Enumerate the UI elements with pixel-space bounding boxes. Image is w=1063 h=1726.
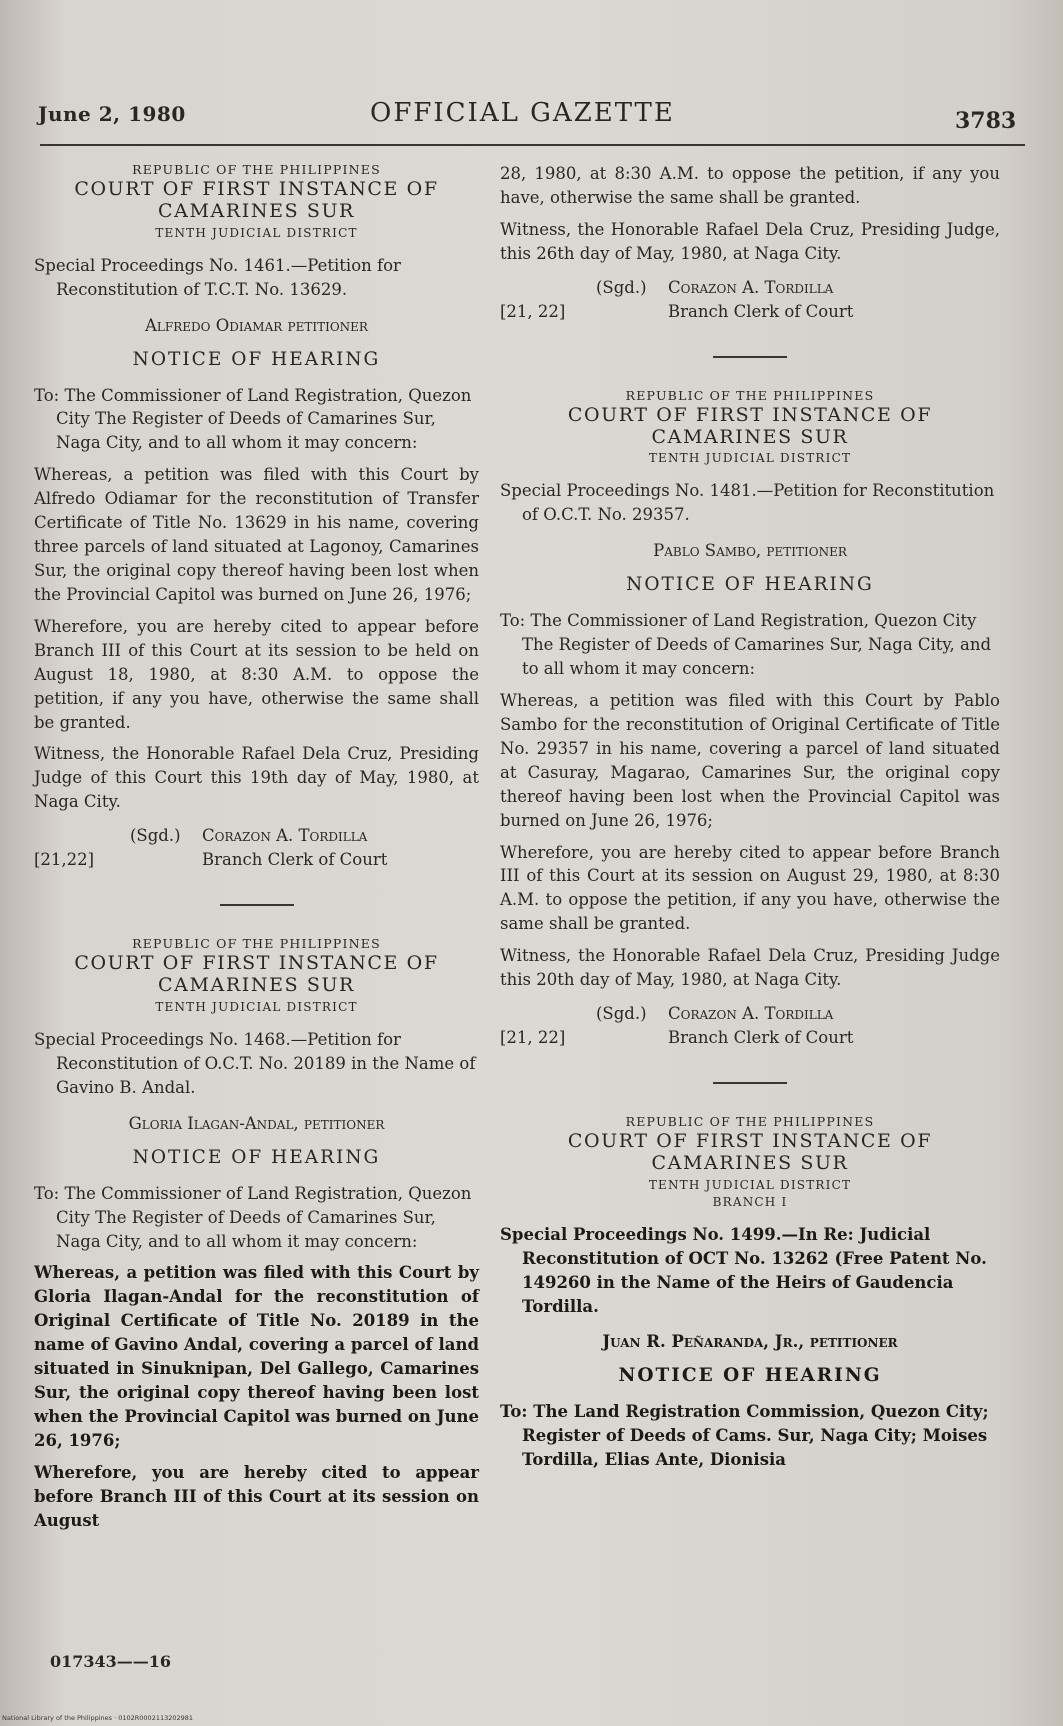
issue-date: June 2, 1980 xyxy=(38,102,186,126)
sgd-mark: (Sgd.) xyxy=(596,1004,647,1024)
notice-separator xyxy=(713,356,787,358)
republic-line: REPUBLIC OF THE PHILIPPINES xyxy=(132,162,381,177)
court-name: COURT OF FIRST INSTANCE OF CAMARINES SUR xyxy=(567,1130,933,1174)
issue-ref: [21, 22] xyxy=(500,1028,566,1048)
wherefore-paragraph: Wherefore, you are hereby cited to appear before Branch III of this Court at its session to be held on August 18, 1980, at 8:30 A.M. to oppose the petition, if any you have, otherwise the same shall be granted. xyxy=(34,616,479,732)
witness-paragraph: Witness, the Honorable Rafael Dela Cruz, Presiding Judge this 20th day of May, 1980, at Naga City. xyxy=(500,946,1000,990)
petitioner-line: Juan R. Peñaranda, Jr., petitioner xyxy=(602,1332,898,1352)
petitioner-line: Gloria Ilagan-Andal, petitioner xyxy=(128,1113,385,1133)
signatory-role: Branch Clerk of Court xyxy=(668,1028,854,1048)
whereas-paragraph: Whereas, a petition was filed with this Court by Gloria Ilagan-Andal for the reconstitution of Original Certificate of Title No. 20189 in the name of Gavino Andal, covering a parcel of land situated in Sinuknipan, Del Gallego, Camarines Sur, the original copy thereof having been lost when the Provincial Capitol was burned on June 26, 1976; xyxy=(34,1263,479,1450)
wherefore-paragraph: Wherefore, you are hereby cited to appear before Branch III of this Court at its session on August 29, 1980, at 8:30 A.M. to oppose the petition, if any you have, otherwise the same shall be granted. xyxy=(500,842,1000,934)
notice-title: NOTICE OF HEARING xyxy=(626,574,874,596)
proceeding-caption: Special Proceedings No. 1468.—Petition for Reconstitution of O.C.T. No. 20189 in the Name of Gavino B. Andal. xyxy=(34,1029,476,1097)
signatory-name: Corazon A. Tordilla xyxy=(668,1004,834,1024)
signature-block xyxy=(500,1004,1000,1060)
court-name: COURT OF FIRST INSTANCE OF CAMARINES SUR xyxy=(74,178,439,222)
print-code: 017343——16 xyxy=(50,1652,172,1671)
proceeding-caption: Special Proceedings No. 1499.—In Re: Judicial Reconstitution of OCT No. 13262 (Free Patent No. 149260 in the Name of the Heirs of Gaudencia Tordilla. xyxy=(500,1224,987,1316)
signatory-name: Corazon A. Tordilla xyxy=(202,826,368,846)
wherefore-paragraph: Wherefore, you are hereby cited to appear before Branch III of this Court at its session on August xyxy=(34,1462,479,1530)
proceeding-caption: Special Proceedings No. 1461.—Petition for Reconstitution of T.C.T. No. 13629. xyxy=(34,255,401,299)
notice-separator xyxy=(220,904,294,906)
header-rule xyxy=(40,144,1025,146)
whereas-paragraph: Whereas, a petition was filed with this Court by Alfredo Odiamar for the reconstitution of Transfer Certificate of Title No. 13629 in his name, covering three parcels of land situated at Lagonoy, Camarines Sur, the original copy thereof having been lost when the Provincial Capitol was burned on June 26, 1976; xyxy=(34,465,479,604)
notice-title: NOTICE OF HEARING xyxy=(132,348,381,370)
notice-separator xyxy=(713,1082,787,1084)
court-name: COURT OF FIRST INSTANCE OF CAMARINES SUR xyxy=(567,403,933,448)
branch-line: BRANCH I xyxy=(712,1194,788,1209)
notice-title: NOTICE OF HEARING xyxy=(132,1146,381,1168)
page-header xyxy=(0,100,1063,140)
publication-title: OFFICIAL GAZETTE xyxy=(370,98,675,128)
proceeding-caption: Special Proceedings No. 1481.—Petition for Reconstitution of O.C.T. No. 29357. xyxy=(500,481,995,525)
district-line: TENTH JUDICIAL DISTRICT xyxy=(648,451,852,466)
addressees: To: The Land Registration Commission, Quezon City; Register of Deeds of Cams. Sur, Naga City; Moises Tordilla, Elias Ante, Dionisia xyxy=(500,1402,989,1470)
republic-line: REPUBLIC OF THE PHILIPPINES xyxy=(625,387,875,403)
signatory-role: Branch Clerk of Court xyxy=(202,850,388,870)
issue-ref: [21, 22] xyxy=(500,301,566,321)
left-column xyxy=(34,162,479,1555)
district-line: TENTH JUDICIAL DISTRICT xyxy=(648,1177,852,1192)
sgd-mark: (Sgd.) xyxy=(596,277,647,297)
addressees: To: The Commissioner of Land Registration, Quezon City The Register of Deeds of Camarines Sur, Naga City, and to all whom it may concern: xyxy=(500,611,992,679)
petitioner-line: Pablo Sambo, petitioner xyxy=(653,541,847,561)
district-line: TENTH JUDICIAL DISTRICT xyxy=(155,999,358,1014)
signature-block xyxy=(500,278,1000,334)
notice-1461 xyxy=(34,162,479,882)
scan-imprint: National Library of the Philippines · 0102R0002113202981 xyxy=(2,1714,194,1722)
district-line: TENTH JUDICIAL DISTRICT xyxy=(155,225,358,240)
notice-title: NOTICE OF HEARING xyxy=(618,1365,882,1387)
witness-paragraph: Witness, the Honorable Rafael Dela Cruz, Presiding Judge of this Court this 19th day of May, 1980, at Naga City. xyxy=(34,744,479,812)
notice-continuation xyxy=(500,162,1000,334)
wherefore-continuation: 28, 1980, at 8:30 A.M. to oppose the petition, if any you have, otherwise the same shall be granted. xyxy=(500,164,1000,207)
page-number: 3783 xyxy=(955,108,1017,134)
republic-line: REPUBLIC OF THE PHILIPPINES xyxy=(132,936,381,952)
witness-paragraph: Witness, the Honorable Rafael Dela Cruz, Presiding Judge, this 26th day of May, 1980, at Naga City. xyxy=(500,219,1000,263)
whereas-paragraph: Whereas, a petition was filed with this Court by Pablo Sambo for the reconstitution of Original Certificate of Title No. 29357 in his name, covering a parcel of land situated at Casuray, Magarao, Camarines Sur, the original copy thereof having been lost when the Provincial Capitol was burned on June 26, 1976; xyxy=(500,690,1000,830)
republic-line: REPUBLIC OF THE PHILIPPINES xyxy=(625,1114,875,1130)
sgd-mark: (Sgd.) xyxy=(130,826,181,846)
addressees: To: The Commissioner of Land Registration, Quezon City The Register of Deeds of Camarines Sur, Naga City, and to all whom it may concern: xyxy=(34,385,472,453)
addressees: To: The Commissioner of Land Registration, Quezon City The Register of Deeds of Camarines Sur, Naga City, and to all whom it may concern: xyxy=(34,1183,472,1251)
issue-ref: [21,22] xyxy=(34,850,95,870)
notice-1481 xyxy=(500,388,1000,1060)
signatory-role: Branch Clerk of Court xyxy=(668,301,854,321)
right-column xyxy=(500,162,1000,1494)
signatory-name: Corazon A. Tordilla xyxy=(668,277,834,297)
notice-1499 xyxy=(500,1114,1000,1472)
petitioner-line: Alfredo Odiamar petitioner xyxy=(145,315,368,335)
court-name: COURT OF FIRST INSTANCE OF CAMARINES SUR xyxy=(74,952,439,997)
notice-1468 xyxy=(34,936,479,1532)
signature-block xyxy=(34,826,479,882)
